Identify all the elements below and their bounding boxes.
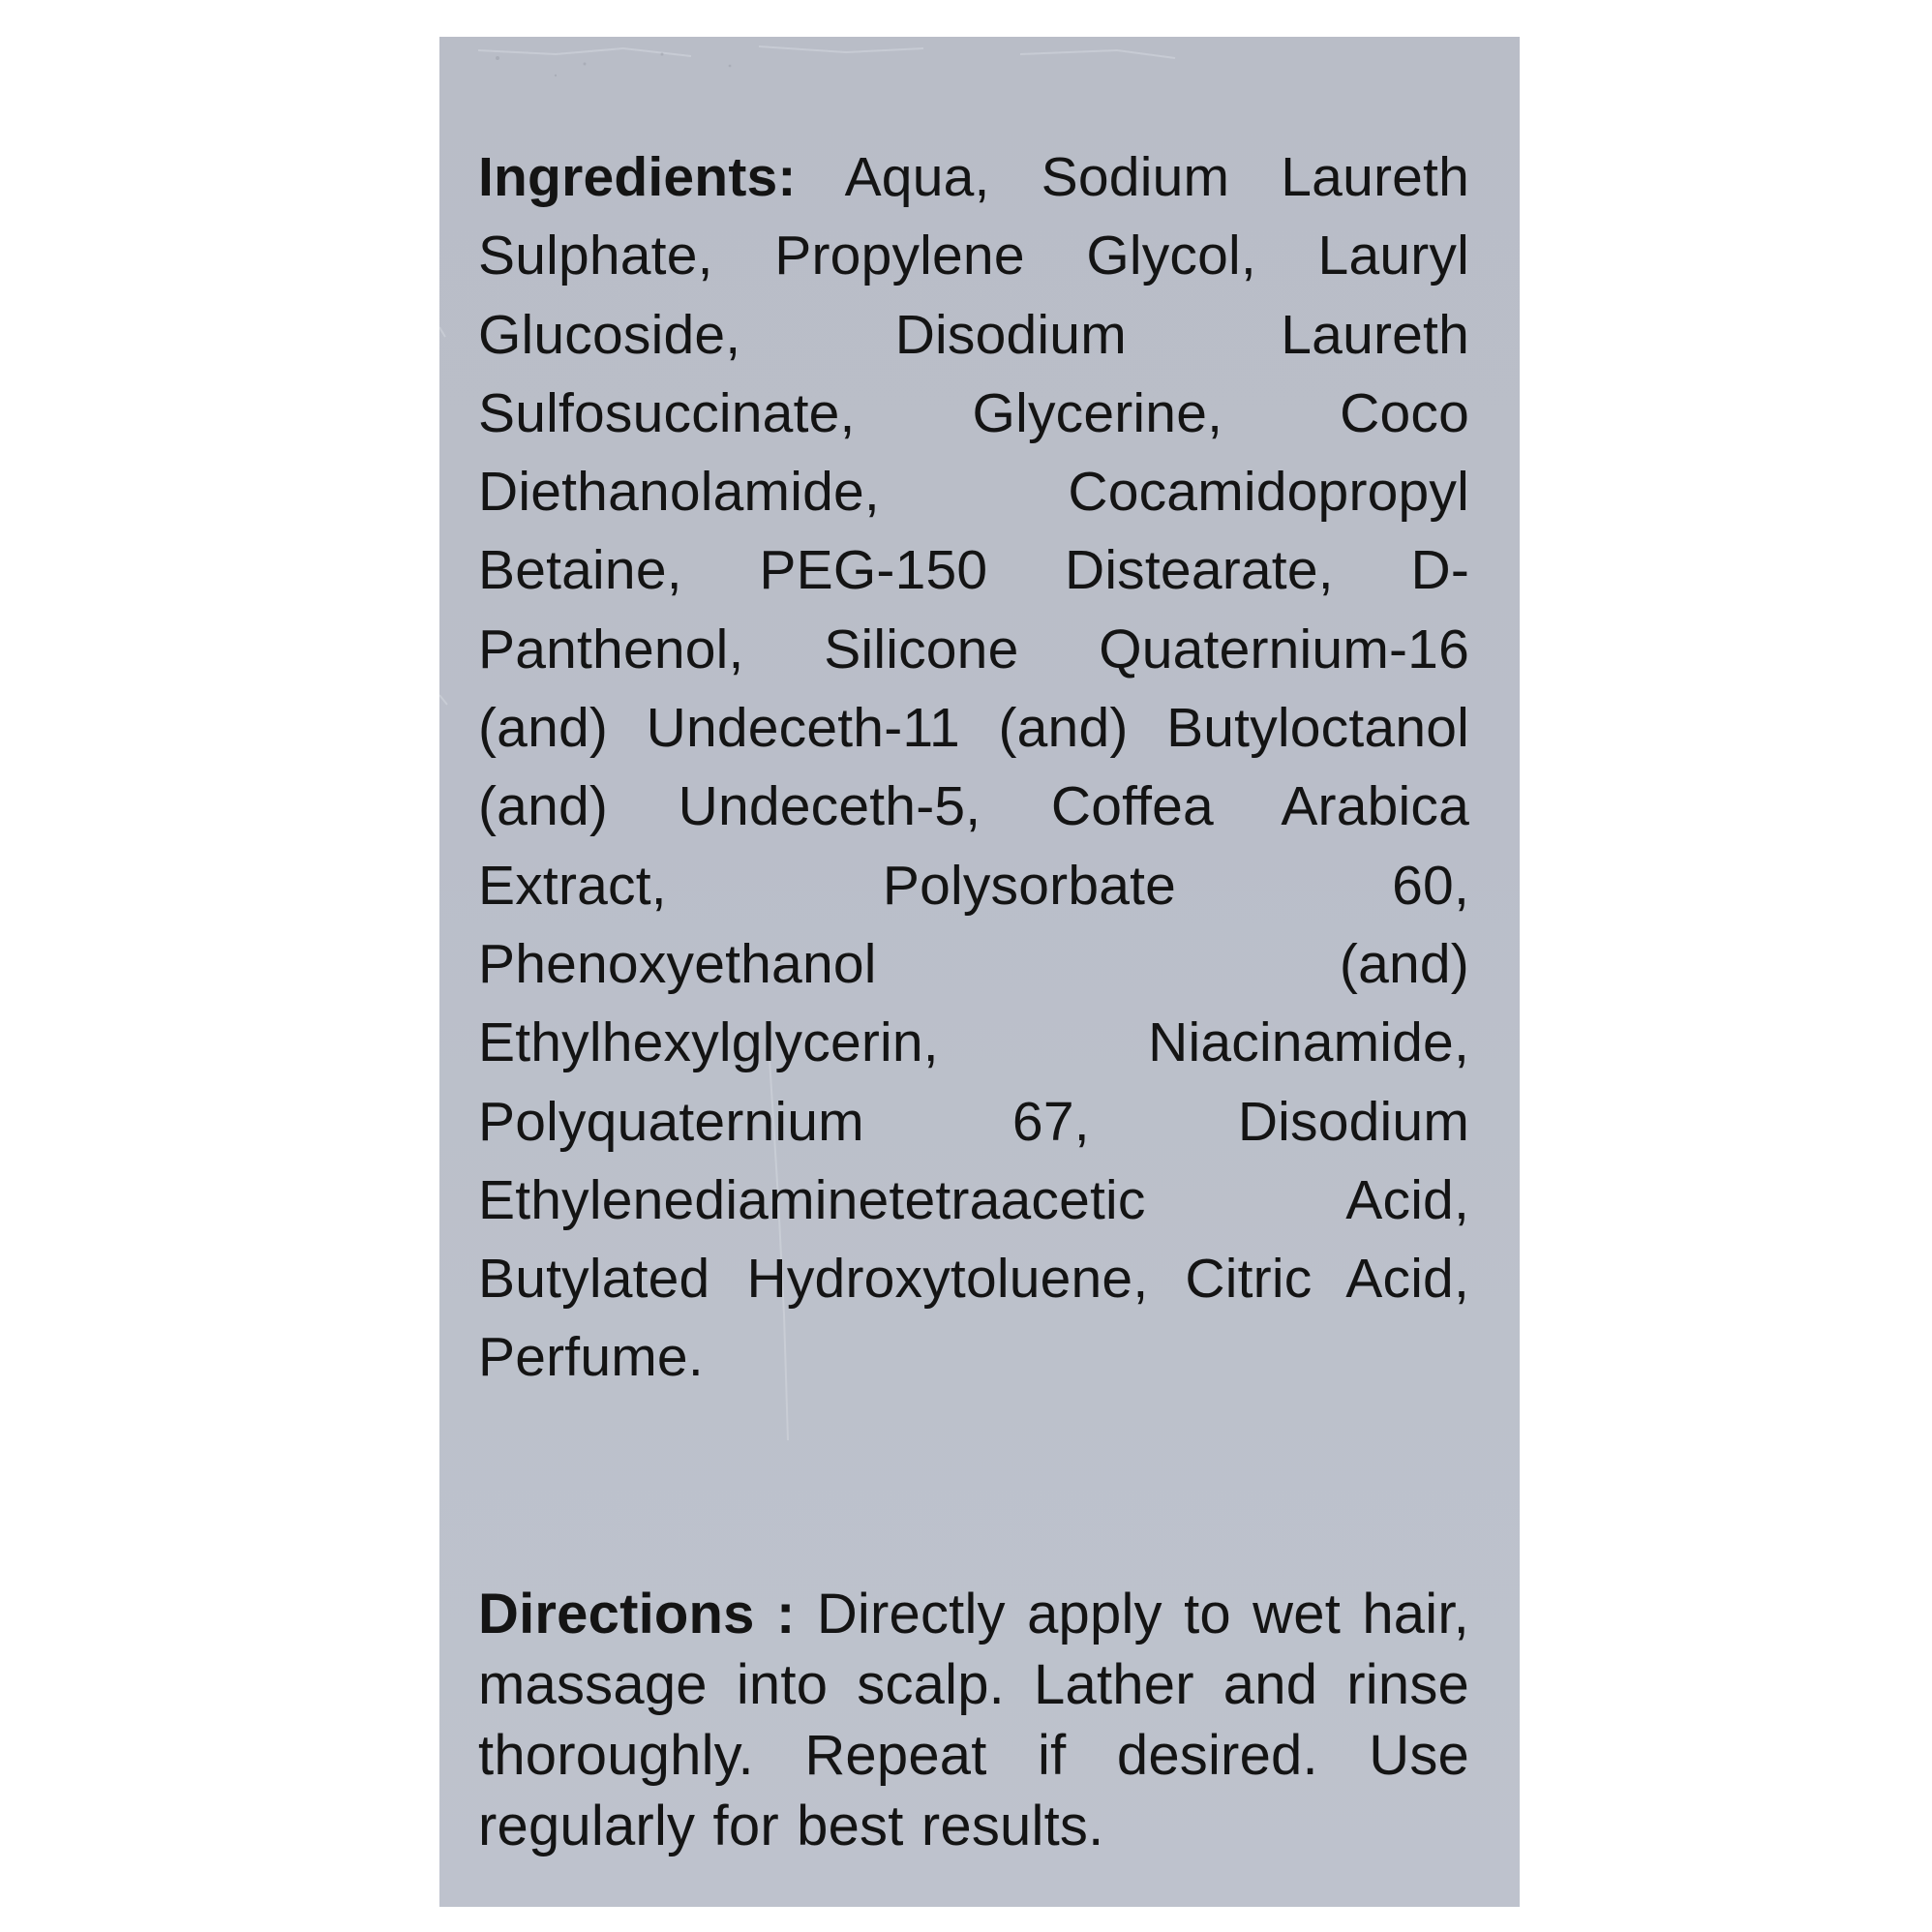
- directions-paragraph: [478, 1579, 1469, 1932]
- directions-text: Directly apply to wet hair, massage into scalp. Lather and rinse thoroughly. Repeat if desired. Use regularly for best results.: [478, 1583, 1469, 1857]
- directions-heading: Directions :: [478, 1583, 796, 1645]
- ingredients-heading: Ingredients:: [478, 146, 797, 208]
- label-panel: [439, 37, 1520, 1907]
- ingredients-list: Aqua, Sodium Laureth Sulphate, Propylene Glycol, Lauryl Glucoside, Disodium Laureth Sulfosuccinate, Glycerine, Coco Diethanolamide, Cocamidopropyl Betaine, PEG-150 Distearate, D-Panthenol, Silicone Quaternium-16 (and) Undeceth-11 (and) Butyloctanol (and) Undeceth-5, Coffea Arabica Extract, Polysorbate 60, Phenoxyethanol (and) Ethylhexylglycerin, Niacinamide, Polyquaternium 67, Disodium Ethylenediaminetetraacetic Acid, Butylated Hydroxytoluene, Citric Acid, Perfume.: [478, 146, 1469, 1389]
- ingredients-paragraph: [478, 138, 1469, 1397]
